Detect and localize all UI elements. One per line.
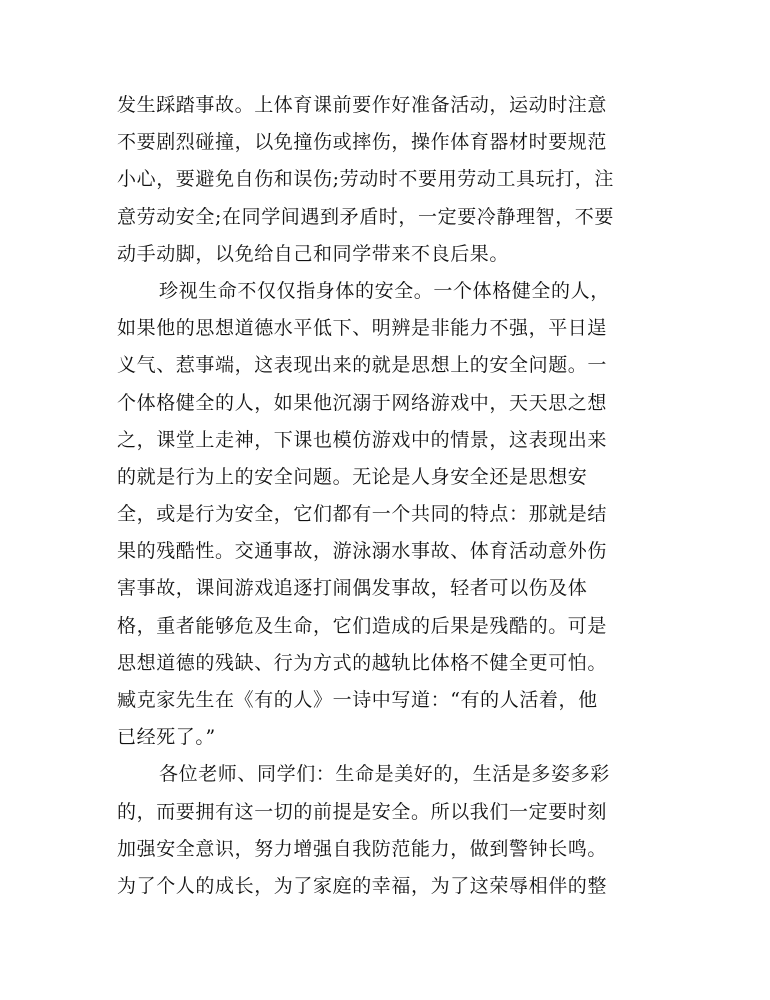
paragraph-1-line-5: 动手动脚，以免给自己和同学带来不良后果。 bbox=[117, 242, 510, 265]
paragraph-1-line-1: 发生踩踏事故。上体育课前要作好准备活动，运动时注意 bbox=[117, 94, 608, 116]
paragraph-2-line-3: 义气、惹事端，这表现出来的就是思想上的安全问题。一 bbox=[117, 354, 608, 377]
paragraph-3-line-4: 为了个人的成长，为了家庭的幸福，为了这荣辱相伴的整 bbox=[117, 874, 608, 897]
paragraph-1-line-4: 意劳动安全;在同学间遇到矛盾时，一定要冷静理智，不要 bbox=[117, 205, 615, 228]
document-body bbox=[117, 87, 657, 905]
paragraph-2-line-6: 的就是行为上的安全问题。无论是人身安全还是思想安 bbox=[117, 465, 588, 488]
paragraph-2-line-4: 个体格健全的人，如果他沉溺于网络游戏中，天天思之想 bbox=[117, 391, 608, 414]
paragraph-1-line-2: 不要剧烈碰撞，以免撞伤或摔伤，操作体育器材时要规范 bbox=[117, 131, 608, 154]
paragraph-2-line-8: 果的残酷性。交通事故，游泳溺水事故、体育活动意外伤 bbox=[117, 540, 608, 563]
paragraph-2-line-5: 之，课堂上走神，下课也模仿游戏中的情景，这表现出来 bbox=[117, 428, 608, 451]
paragraph-3-line-1: 各位老师、同学们：生命是美好的，生活是多姿多彩 bbox=[159, 763, 610, 786]
paragraph-1-line-3: 小心，要避免自伤和误伤;劳动时不要用劳动工具玩打，注 bbox=[117, 168, 615, 191]
paragraph-2-line-10: 格，重者能够危及生命，它们造成的后果是残酷的。可是 bbox=[117, 614, 608, 637]
paragraph-2-line-11: 思想道德的残缺、行为方式的越轨比体格不健全更可怕。 bbox=[117, 651, 608, 674]
paragraph-3-line-2: 的，而要拥有这一切的前提是安全。所以我们一定要时刻 bbox=[117, 800, 608, 823]
paragraph-2-line-7: 全，或是行为安全，它们都有一个共同的特点：那就是结 bbox=[117, 503, 608, 526]
paragraph-2-line-9: 害事故，课间游戏追逐打闹偶发事故，轻者可以伤及体 bbox=[117, 577, 588, 600]
paragraph-3-line-3: 加强安全意识，努力增强自我防范能力，做到警钟长鸣。 bbox=[117, 837, 608, 860]
paragraph-2-line-13: 已经死了。” bbox=[117, 726, 216, 749]
paragraph-2-line-12: 臧克家先生在《有的人》一诗中写道：“有的人活着，他 bbox=[117, 689, 598, 711]
paragraph-2-line-1: 珍视生命不仅仅指身体的安全。一个体格健全的人， bbox=[159, 279, 610, 302]
paragraph-2-line-2: 如果他的思想道德水平低下、明辨是非能力不强，平日逞 bbox=[117, 317, 608, 340]
